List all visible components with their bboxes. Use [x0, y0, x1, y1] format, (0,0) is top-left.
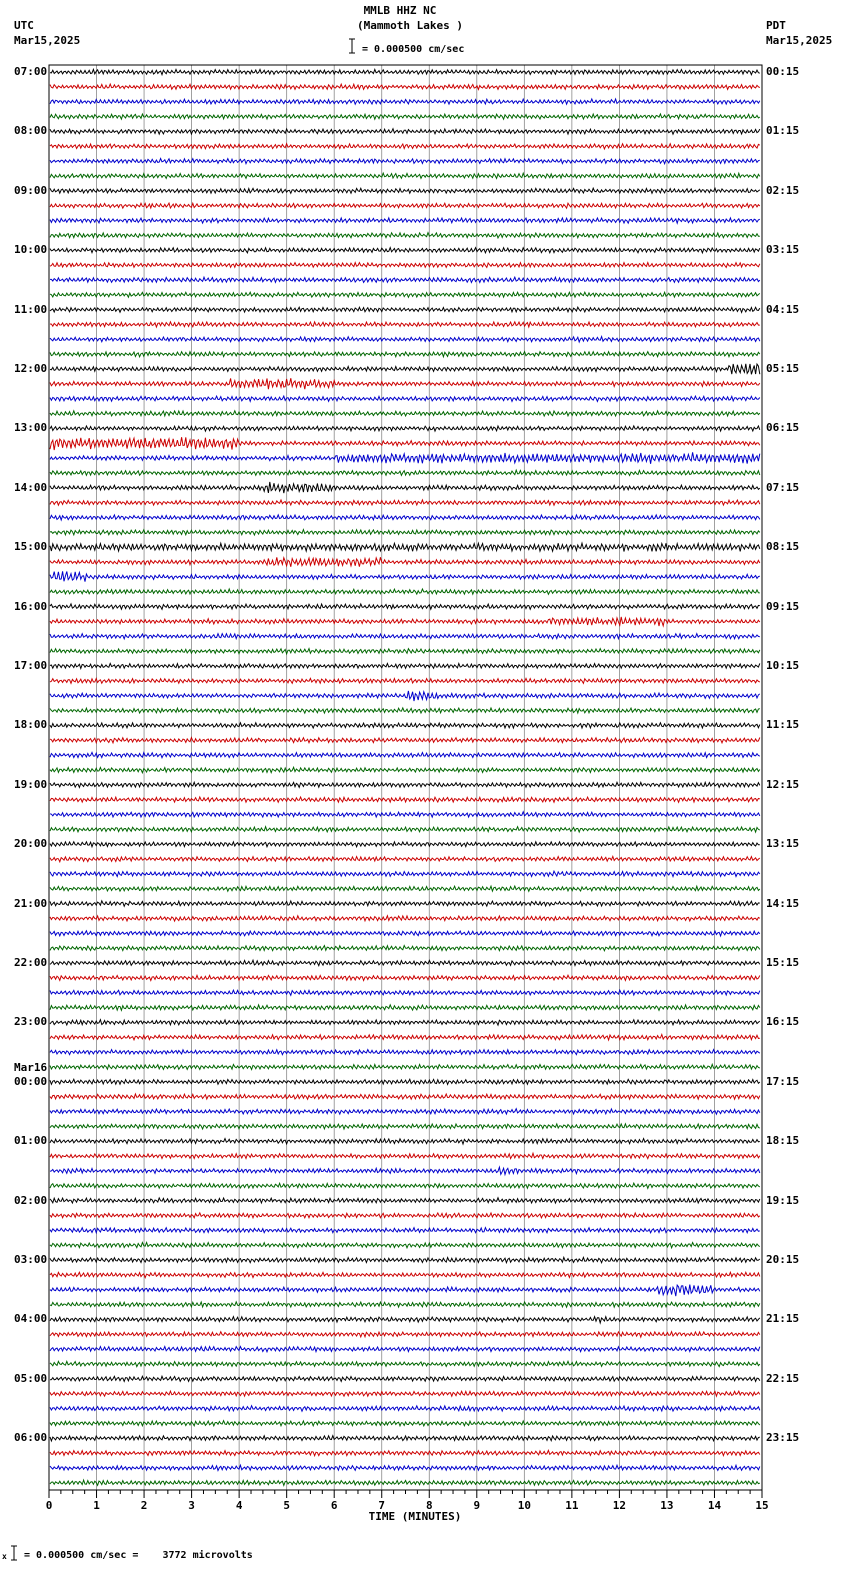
trace-67: [50, 1064, 760, 1069]
pdt-hour-label: 01:15: [766, 124, 800, 138]
trace-53: [50, 856, 760, 861]
trace-15: [50, 292, 760, 297]
pdt-hour-label: 21:15: [766, 1312, 800, 1326]
x-tick-label: 9: [473, 1499, 481, 1512]
x-tick-label: 15: [755, 1499, 769, 1512]
utc-hour-label: 23:00: [14, 1015, 48, 1029]
station-location: (Mammoth Lakes ): [357, 19, 463, 32]
trace-14: [50, 277, 760, 282]
trace-92: [50, 1436, 760, 1441]
pdt-hour-label: 22:15: [766, 1371, 800, 1385]
utc-hour-label: 17:00: [14, 659, 48, 672]
trace-74: [50, 1167, 760, 1174]
utc-hour-label: 04:00: [14, 1312, 48, 1326]
station-title: MMLB HHZ NC: [363, 4, 437, 17]
trace-59: [50, 946, 760, 951]
trace-9: [50, 203, 760, 208]
x-tick-label: 10: [517, 1499, 531, 1512]
trace-60: [50, 960, 760, 966]
trace-93: [50, 1450, 760, 1455]
seismic-traces: [50, 69, 760, 1485]
trace-37: [50, 617, 760, 626]
utc-hour-label: 19:00: [14, 777, 48, 791]
pdt-hour-label: 16:15: [766, 1015, 800, 1029]
pdt-hour-label: 17:15: [766, 1074, 800, 1088]
trace-38: [50, 634, 760, 639]
trace-68: [50, 1079, 760, 1084]
x-axis-label: TIME (MINUTES): [368, 1510, 462, 1523]
x-tick-label: 2: [140, 1499, 148, 1512]
trace-72: [50, 1139, 760, 1144]
trace-81: [50, 1272, 760, 1277]
trace-26: [50, 452, 760, 464]
utc-hour-label: 13:00: [14, 421, 48, 435]
utc-hour-label: 11:00: [14, 302, 48, 316]
utc-hour-label: 15:00: [14, 540, 48, 554]
utc-hour-label: 03:00: [14, 1253, 48, 1266]
trace-86: [50, 1347, 760, 1352]
right-timezone: PDT: [766, 19, 786, 32]
trace-69: [50, 1094, 760, 1099]
trace-4: [50, 129, 760, 135]
trace-62: [50, 990, 760, 995]
x-tick-label: 5: [283, 1499, 290, 1512]
trace-2: [50, 99, 760, 104]
trace-25: [50, 437, 760, 450]
trace-23: [50, 411, 760, 416]
trace-87: [50, 1361, 760, 1366]
trace-82: [50, 1285, 760, 1297]
trace-43: [50, 708, 760, 713]
trace-17: [50, 322, 760, 327]
trace-35: [50, 589, 760, 594]
footer-scale-text: = 0.000500 cm/sec = 3772 microvolts: [24, 1550, 253, 1561]
trace-75: [50, 1183, 760, 1188]
left-date: Mar15,2025: [14, 34, 81, 47]
trace-40: [50, 663, 760, 668]
trace-7: [50, 173, 760, 178]
trace-76: [50, 1198, 760, 1203]
trace-77: [50, 1213, 760, 1218]
trace-64: [50, 1020, 760, 1025]
footer-scale-bar-icon: [11, 1546, 17, 1560]
right-date: Mar15,2025: [766, 34, 833, 47]
utc-hour-label: 18:00: [14, 718, 48, 732]
trace-19: [50, 352, 760, 357]
trace-11: [50, 233, 760, 238]
trace-88: [50, 1376, 760, 1381]
trace-51: [50, 827, 760, 832]
date-change-label: Mar16: [14, 1060, 48, 1074]
trace-22: [50, 396, 760, 401]
trace-46: [50, 752, 760, 757]
trace-90: [50, 1406, 760, 1412]
trace-80: [50, 1257, 760, 1262]
trace-34: [50, 571, 760, 581]
pdt-hour-label: 10:15: [766, 659, 800, 672]
x-tick-label: 12: [612, 1499, 627, 1512]
x-tick-label: 4: [235, 1499, 243, 1512]
trace-84: [50, 1317, 760, 1323]
x-tick-label: 6: [330, 1499, 338, 1512]
trace-24: [50, 426, 760, 431]
utc-hour-label: 10:00: [14, 243, 48, 257]
trace-44: [50, 723, 760, 728]
pdt-hour-label: 00:15: [766, 65, 800, 78]
pdt-hour-label: 11:15: [766, 718, 800, 732]
pdt-hour-label: 06:15: [766, 421, 800, 435]
trace-83: [50, 1302, 760, 1307]
scale-bar-icon: [349, 39, 355, 53]
utc-hour-label: 22:00: [14, 956, 48, 969]
trace-78: [50, 1228, 760, 1233]
trace-41: [50, 678, 760, 683]
utc-hour-label: 12:00: [14, 362, 48, 375]
trace-3: [50, 114, 760, 119]
utc-hour-label: 09:00: [14, 183, 48, 197]
pdt-hour-label: 20:15: [766, 1253, 800, 1266]
utc-hour-label: 00:00: [14, 1074, 48, 1088]
trace-55: [50, 886, 760, 891]
pdt-hour-label: 02:15: [766, 183, 800, 197]
pdt-hour-label: 03:15: [766, 243, 800, 257]
pdt-hour-label: 09:15: [766, 599, 800, 613]
x-tick-label: 13: [660, 1499, 674, 1512]
x-tick-label: 3: [188, 1499, 195, 1512]
trace-45: [50, 738, 760, 743]
pdt-hour-label: 12:15: [766, 777, 800, 791]
trace-48: [50, 782, 760, 787]
utc-hour-label: 06:00: [14, 1431, 48, 1445]
trace-70: [50, 1109, 760, 1115]
utc-hour-label: 02:00: [14, 1193, 48, 1207]
pdt-hour-label: 05:15: [766, 362, 800, 375]
trace-42: [50, 691, 760, 701]
trace-12: [50, 248, 760, 253]
trace-50: [50, 812, 760, 817]
trace-63: [50, 1005, 760, 1010]
trace-33: [50, 557, 760, 567]
utc-hour-label: 14:00: [14, 480, 48, 494]
utc-hour-label: 20:00: [14, 837, 48, 851]
time-axis: [46, 1490, 769, 1512]
trace-54: [50, 871, 760, 876]
trace-39: [50, 649, 760, 654]
trace-1: [50, 84, 760, 89]
trace-89: [50, 1391, 760, 1396]
pdt-hour-label: 04:15: [766, 302, 800, 316]
trace-58: [50, 931, 760, 936]
trace-56: [50, 901, 760, 907]
trace-65: [50, 1035, 760, 1041]
trace-13: [50, 263, 760, 268]
utc-hour-label: 08:00: [14, 124, 48, 138]
trace-57: [50, 916, 760, 921]
x-tick-label: 7: [378, 1499, 386, 1512]
trace-79: [50, 1243, 760, 1248]
footer-marker: x: [2, 1552, 7, 1561]
trace-29: [50, 500, 760, 505]
utc-hour-label: 07:00: [14, 65, 48, 78]
pdt-hour-label: 19:15: [766, 1193, 800, 1207]
trace-36: [50, 604, 760, 609]
trace-6: [50, 159, 760, 164]
pdt-hour-label: 13:15: [766, 837, 800, 851]
trace-16: [50, 307, 760, 312]
x-tick-label: 8: [425, 1499, 433, 1512]
utc-hour-label: 16:00: [14, 599, 48, 613]
x-tick-label: 1: [93, 1499, 100, 1512]
trace-20: [50, 364, 760, 375]
trace-28: [50, 482, 760, 493]
trace-85: [50, 1332, 760, 1337]
trace-31: [50, 530, 760, 535]
utc-hour-label: 05:00: [14, 1371, 48, 1385]
left-timezone: UTC: [14, 19, 34, 32]
trace-10: [50, 218, 760, 223]
pdt-hour-label: 18:15: [766, 1134, 800, 1148]
utc-hour-label: 21:00: [14, 896, 48, 910]
trace-52: [50, 842, 760, 847]
trace-91: [50, 1421, 760, 1426]
trace-49: [50, 797, 760, 802]
x-tick-label: 11: [565, 1499, 579, 1512]
x-tick-label: 14: [707, 1499, 722, 1512]
trace-0: [50, 69, 760, 74]
trace-18: [50, 337, 760, 342]
pdt-hour-label: 15:15: [766, 956, 800, 969]
trace-21: [50, 378, 760, 389]
trace-32: [50, 543, 760, 551]
trace-61: [50, 975, 760, 980]
trace-73: [50, 1153, 760, 1158]
trace-30: [50, 515, 760, 520]
trace-5: [50, 144, 760, 149]
pdt-hour-label: 14:15: [766, 896, 800, 910]
trace-71: [50, 1124, 760, 1129]
trace-27: [50, 470, 760, 475]
trace-47: [50, 767, 760, 772]
pdt-hour-label: 08:15: [766, 540, 800, 554]
trace-66: [50, 1050, 760, 1055]
scale-label: = 0.000500 cm/sec: [362, 44, 465, 55]
x-tick-label: 0: [45, 1499, 53, 1512]
pdt-hour-label: 07:15: [766, 480, 800, 494]
trace-8: [50, 188, 760, 193]
pdt-hour-label: 23:15: [766, 1431, 800, 1445]
utc-hour-label: 01:00: [14, 1134, 48, 1148]
trace-94: [50, 1465, 760, 1470]
trace-95: [50, 1480, 760, 1485]
